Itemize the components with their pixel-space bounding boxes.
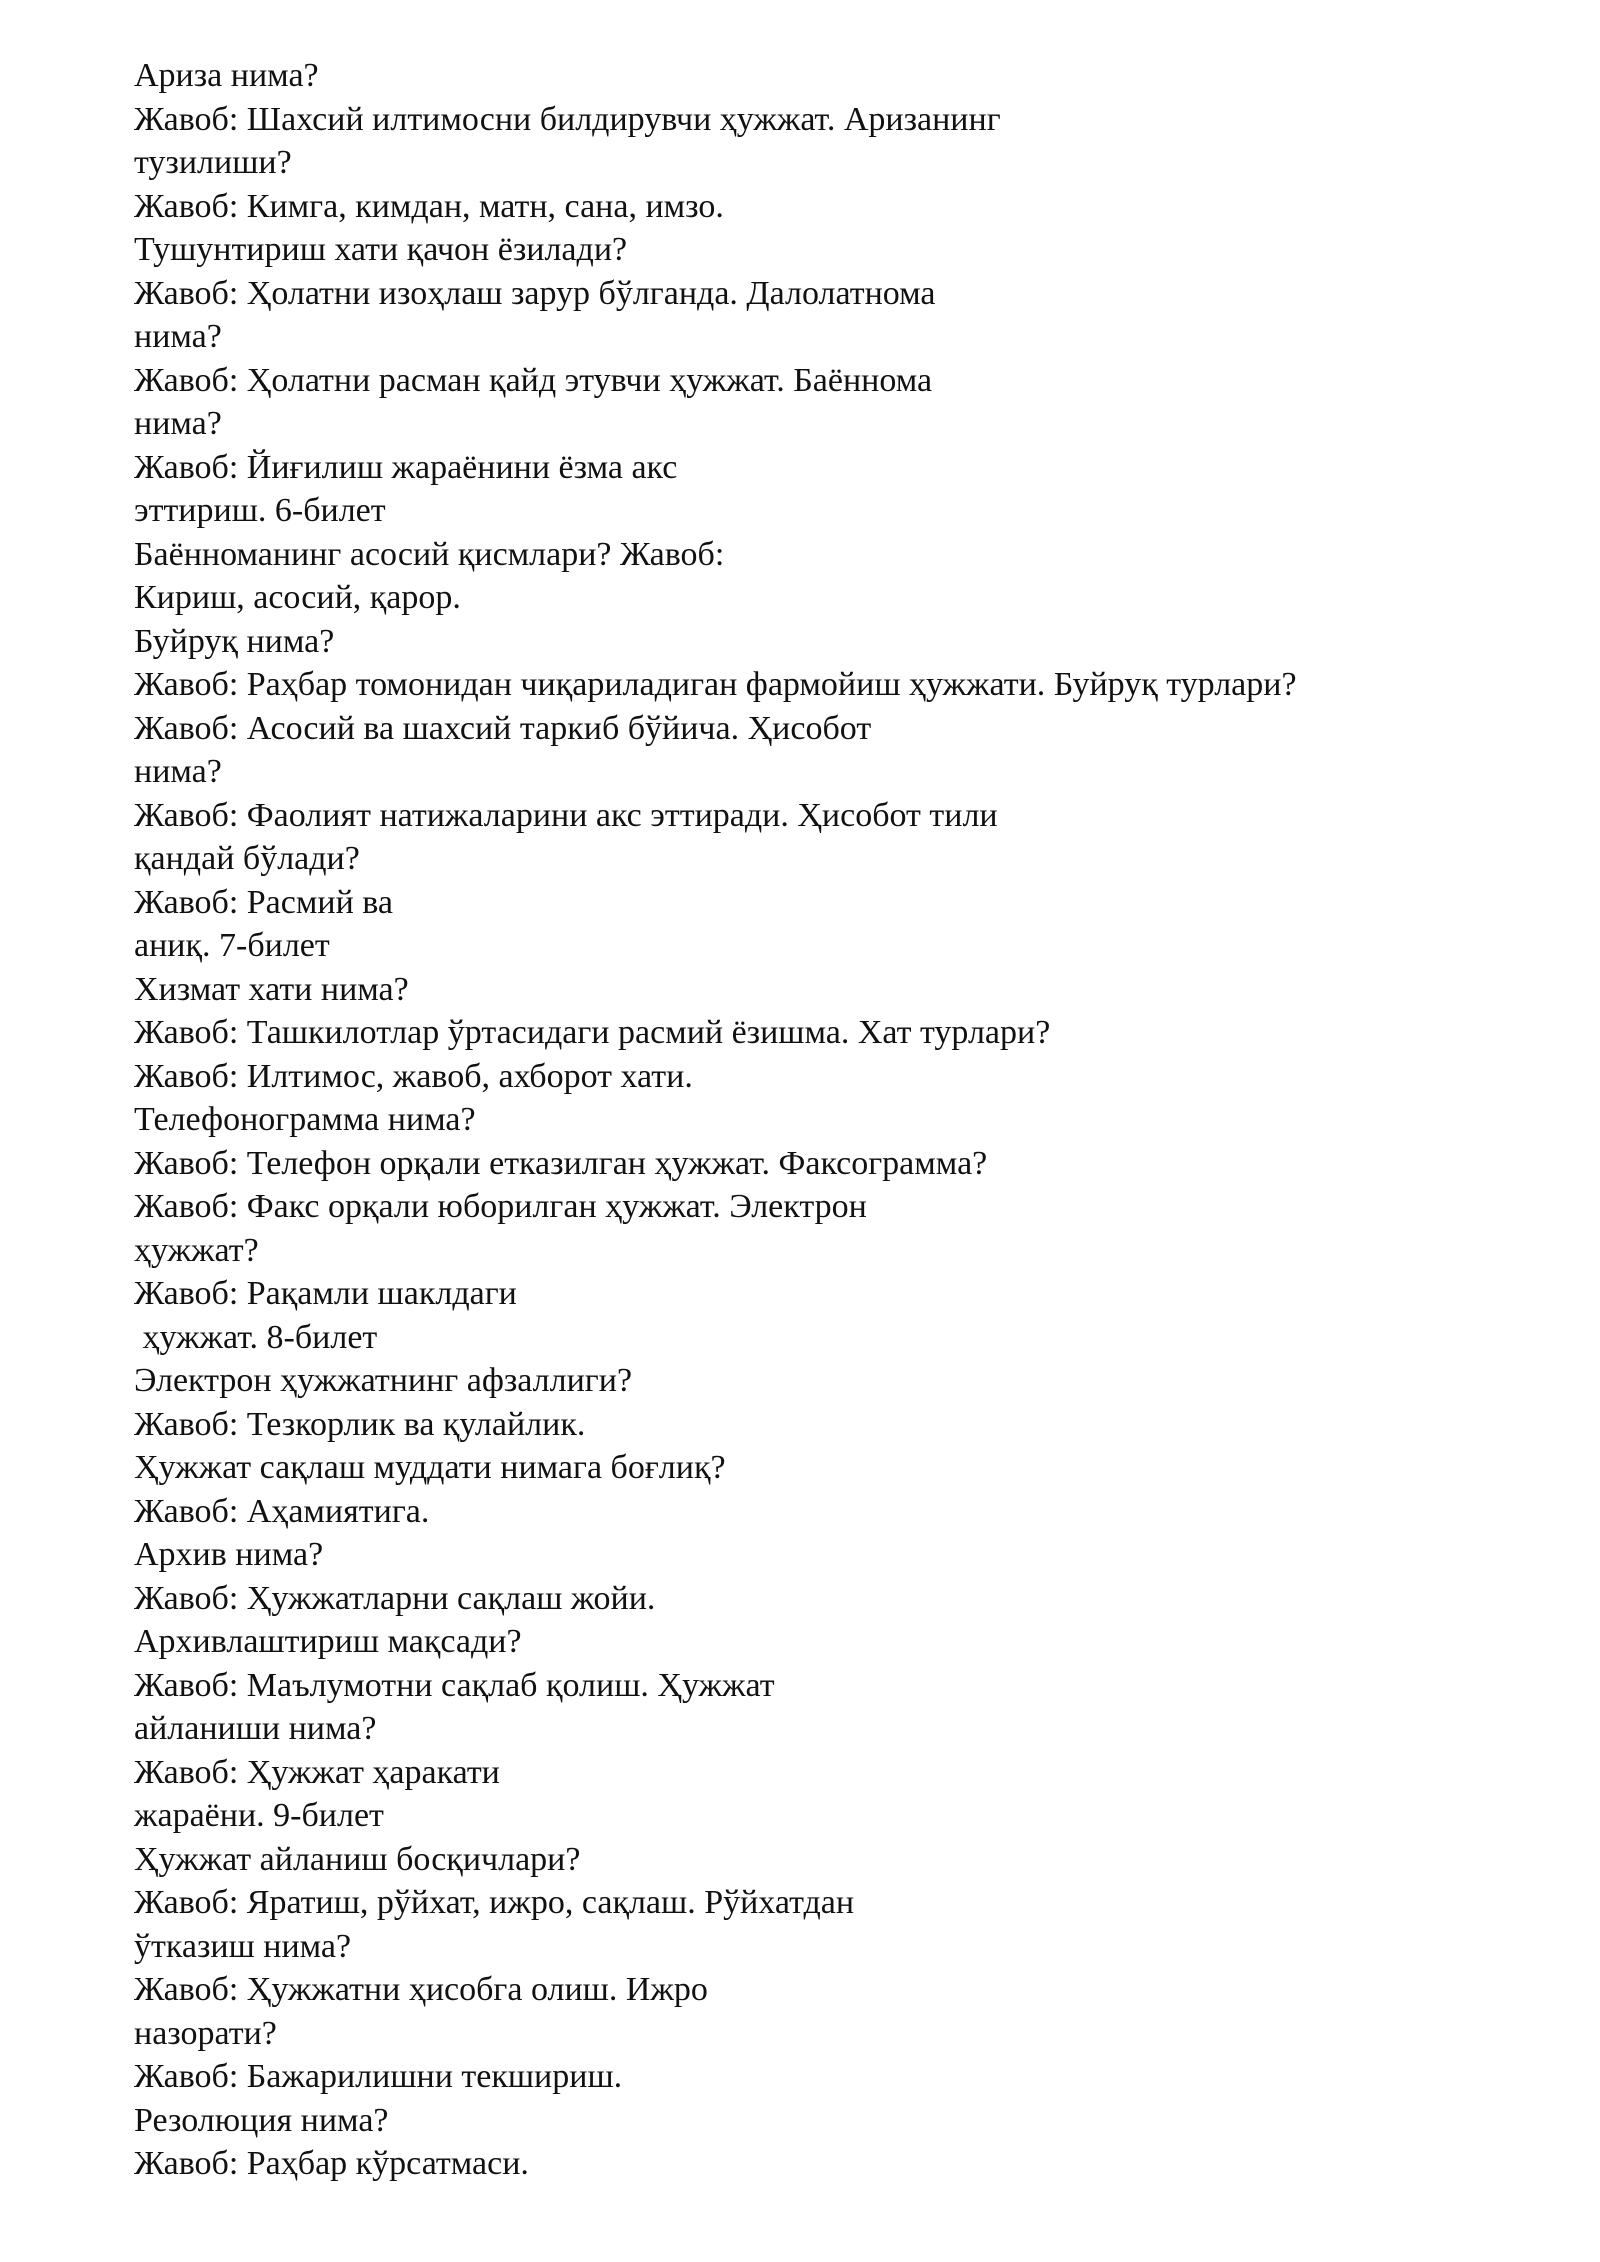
text-line: айланиши нима? [134, 1710, 377, 1747]
text-line: Резолюция нима? [134, 2101, 389, 2139]
text-line: Жавоб: Раҳбар кўрсатмаси. [134, 2145, 529, 2182]
text-line: эттириш. 6-билет [134, 492, 386, 529]
text-line: Жавоб: Аҳамиятига. [134, 1492, 430, 1530]
text-line: аниқ. 7-билет [134, 927, 330, 964]
text-line: Ҳужжат айланиш босқичлари? [134, 1840, 581, 1878]
text-line: Жавоб: Раҳбар томонидан чиқариладиган фармойиш ҳужжати. Буйруқ турлари? [134, 666, 1297, 703]
text-line: Жавоб: Йиғилиш жараёнини ёзма акс [134, 448, 678, 486]
text-line: Жавоб: Ҳолатни изоҳлаш зарур бўлганда. Далолатнома [134, 274, 936, 312]
text-line: Телефонограмма нима? [134, 1101, 476, 1138]
text-line: қандай бўлади? [134, 840, 360, 877]
text-line: жараёни. 9-билет [134, 1797, 384, 1834]
text-line: нима? [134, 405, 222, 442]
text-line: ҳужжат. 8-билет [134, 1318, 378, 1356]
text-line: Архивлаштириш мақсади? [134, 1623, 522, 1660]
text-line: Жавоб: Илтимос, жавоб, ахборот хати. [134, 1057, 693, 1095]
text-line: Жавоб: Фаолият натижаларини акс эттиради. Ҳисобот тили [134, 796, 998, 834]
text-line: Жавоб: Телефон орқали етказилган ҳужжат. Факсограмма? [134, 1144, 988, 1182]
text-line: Архив нима? [134, 1536, 324, 1573]
text-line: Жавоб: Бажарилишни текшириш. [134, 2058, 623, 2095]
text-line: Жавоб: Ҳужжатни ҳисобга олиш. Ижро [134, 1971, 708, 2008]
text-line: Жавоб: Факс орқали юборилган ҳужжат. Электрон [134, 1188, 867, 1225]
text-line: Жавоб: Тезкорлик ва қулайлик. [134, 1405, 586, 1443]
document-text [134, 54, 1534, 2186]
text-line: Жавоб: Расмий ва [134, 883, 393, 921]
text-line: Жавоб: Ҳолатни расман қайд этувчи ҳужжат. Баённома [134, 361, 933, 399]
text-line: ўтказиш нима? [134, 1927, 352, 1965]
text-line: нима? [134, 318, 222, 355]
text-line: Жавоб: Шахсий илтимосни билдирувчи ҳужжат. Аризанинг [134, 100, 1001, 138]
text-line: Электрон ҳужжатнинг афзаллиги? [134, 1362, 633, 1399]
text-line: Жавоб: Ҳужжат ҳаракати [134, 1753, 500, 1791]
text-line: Кириш, асосий, қарор. [134, 579, 461, 616]
text-line: Хизмат хати нима? [134, 970, 409, 1008]
text-line: Жавоб: Ҳужжатларни сақлаш жойи. [134, 1579, 656, 1617]
text-line: Жавоб: Маълумотни сақлаб қолиш. Ҳужжат [134, 1666, 775, 1704]
text-line: ҳужжат? [134, 1231, 259, 1269]
text-line: Жавоб: Яратиш, рўйхат, ижро, сақлаш. Рўйхатдан [134, 1884, 855, 1921]
text-line: Тушунтириш хати қачон ёзилади? [134, 231, 628, 268]
text-line: Жавоб: Асосий ва шахсий таркиб бўйича. Ҳисобот [134, 709, 872, 747]
text-line: назорати? [134, 2014, 277, 2052]
text-line: Буйруқ нима? [134, 622, 335, 660]
text-line: Баённоманинг асосий қисмлари? Жавоб: [134, 535, 725, 573]
text-line: Жавоб: Рақамли шаклдаги [134, 1275, 517, 1312]
text-line: нима? [134, 753, 222, 790]
text-line: Жавоб: Кимга, кимдан, матн, сана, имзо. [134, 187, 724, 225]
text-line: Ҳужжат сақлаш муддати нимага боғлиқ? [134, 1449, 726, 1486]
text-line: Жавоб: Ташкилотлар ўртасидаги расмий ёзишма. Хат турлари? [134, 1014, 1051, 1051]
text-line: тузилиши? [134, 144, 292, 181]
text-line: Ариза нима? [134, 57, 319, 94]
